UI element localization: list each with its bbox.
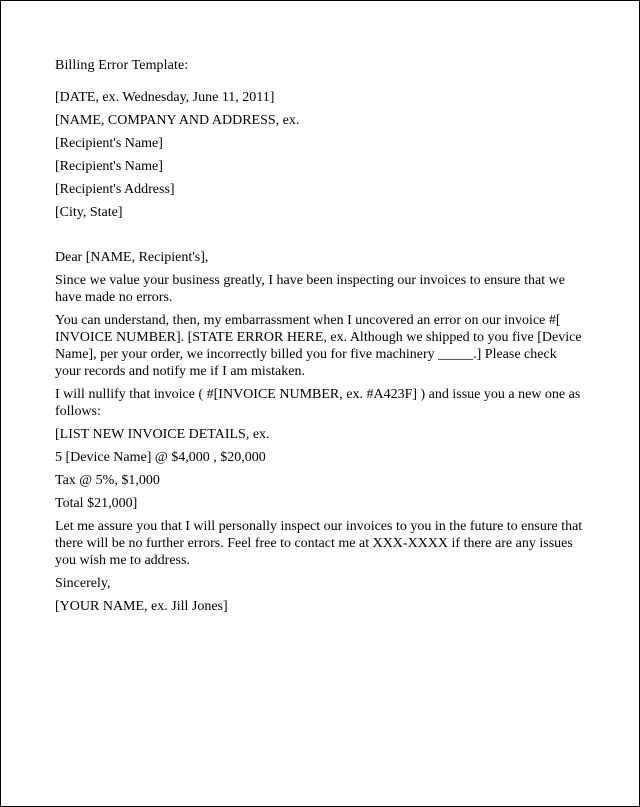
paragraph-error: You can understand, then, my embarrassment when I uncovered an error on our invoice #[ INVOICE NUMBER]. [STATE ERROR HERE, ex. Although we shipped to you five [Device Name], per your order, we incorrectly billed you for five machinery _____.] Please check your records and notify me if I am mistaken. <box>55 313 582 379</box>
letter-body <box>55 57 591 621</box>
spacer <box>55 227 591 249</box>
invoice-line-item: 5 [Device Name] @ $4,000 , $20,000 <box>55 450 266 465</box>
sender-block <box>55 89 591 221</box>
recipient-address-line: [Recipient's Address] <box>55 182 175 197</box>
date-line: [DATE, ex. Wednesday, June 11, 2011] <box>55 90 275 105</box>
paragraph-nullify: I will nullify that invoice ( #[INVOICE NUMBER, ex. #A423F] ) and issue you a new one as follows: <box>55 387 581 419</box>
sign-off: Sincerely, <box>55 576 111 591</box>
paragraph-closing: Let me assure you that I will personally inspect our invoices to you in the future to ensure that there will be no further errors. Feel free to contact me at XXX-XXXX if there are any issues you wish me to address. <box>55 519 583 568</box>
invoice-total-line: Total $21,000] <box>55 496 138 511</box>
name-company-line: [NAME, COMPANY AND ADDRESS, ex. <box>55 113 300 128</box>
paragraph-intro: Since we value your business greatly, I have been inspecting our invoices to ensure that we have made no errors. <box>55 273 565 305</box>
invoice-tax-line: Tax @ 5%, $1,000 <box>55 473 160 488</box>
city-state-line: [City, State] <box>55 205 123 220</box>
signature: [YOUR NAME, ex. Jill Jones] <box>55 599 228 614</box>
template-heading: Billing Error Template: <box>55 58 189 73</box>
invoice-details <box>55 426 591 512</box>
invoice-details-header: [LIST NEW INVOICE DETAILS, ex. <box>55 427 270 442</box>
recipient-name-line: [Recipient's Name] <box>55 136 163 151</box>
recipient-name-line-2: [Recipient's Name] <box>55 159 163 174</box>
salutation: Dear [NAME, Recipient's], <box>55 250 209 265</box>
